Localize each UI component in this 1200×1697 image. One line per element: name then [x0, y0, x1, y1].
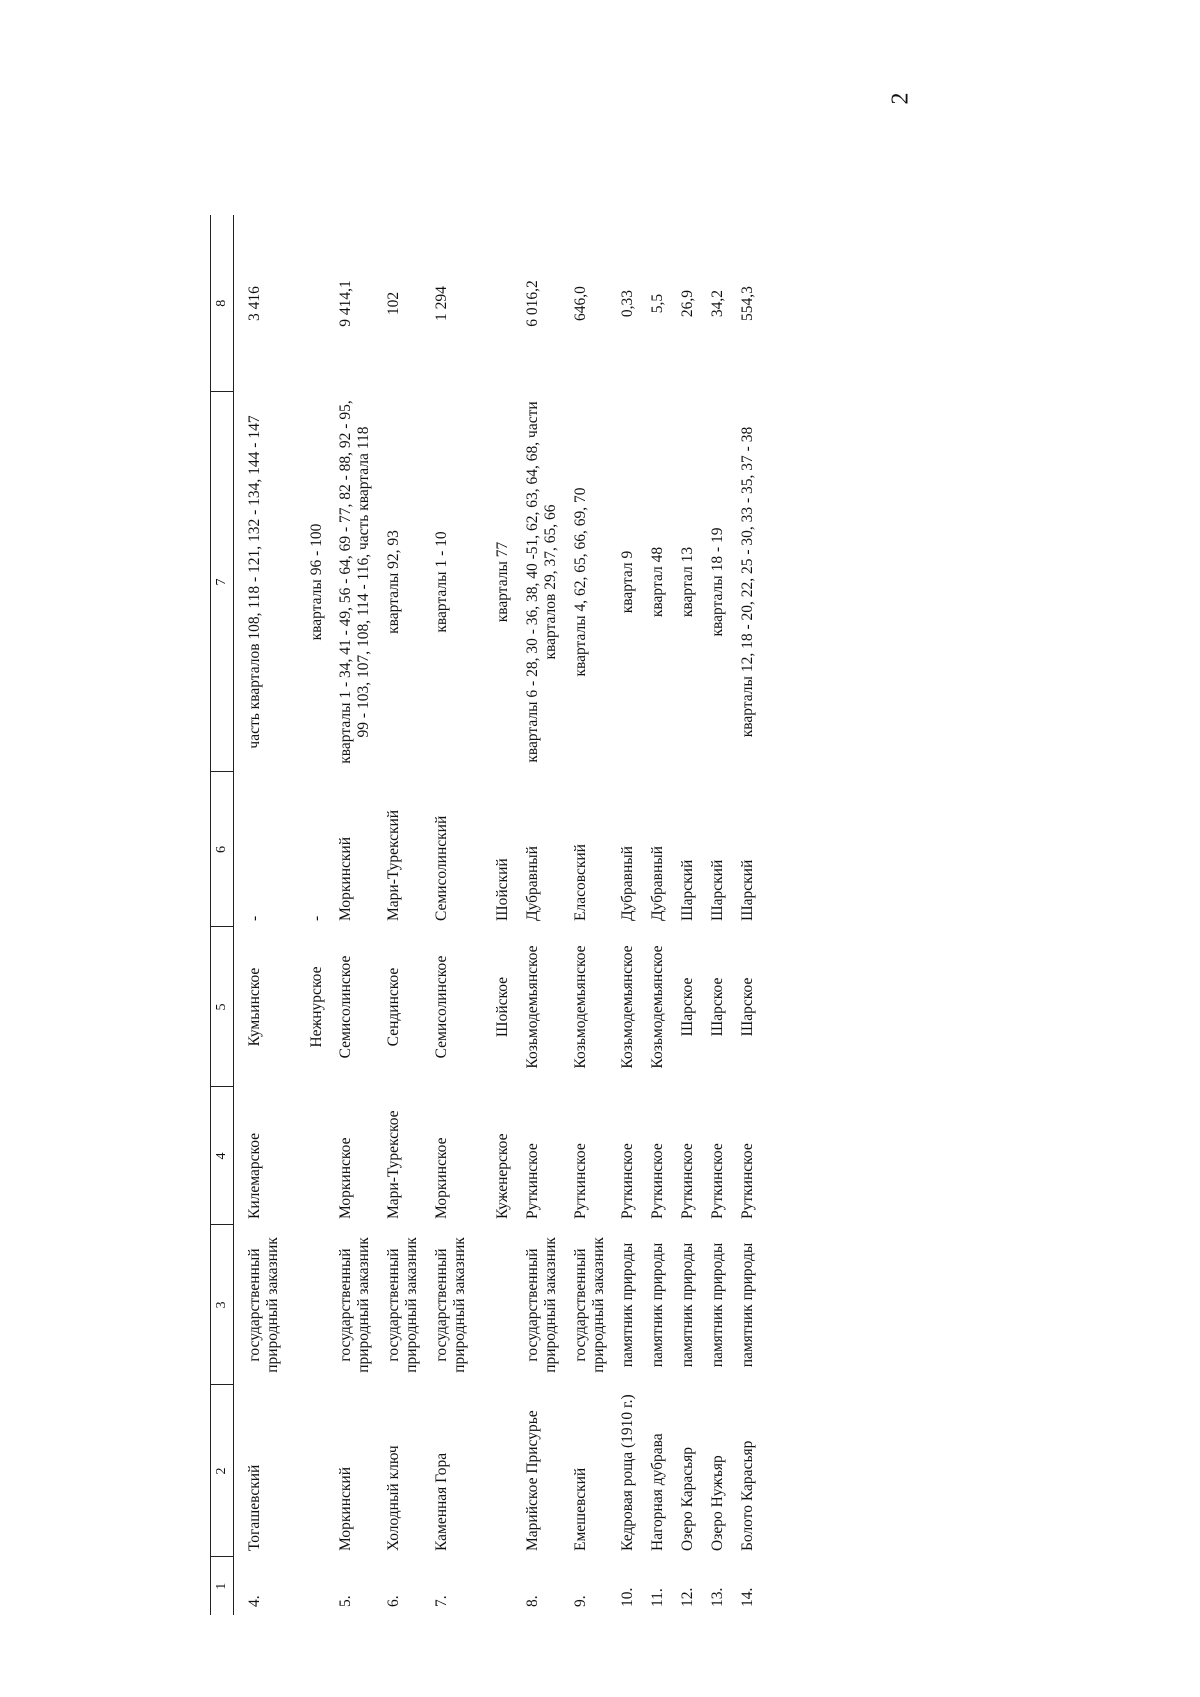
cell-name: Холодный ключ — [385, 1445, 403, 1551]
cell-category: памятник природы — [619, 1242, 637, 1368]
table-row — [667, 215, 697, 1615]
cell-quarters: квартал 48 — [649, 546, 667, 618]
cell-area: 6 016,2 — [524, 280, 542, 327]
cell-name: Марийское Присурье — [524, 1410, 542, 1551]
column-header: 6 — [211, 772, 234, 927]
table-row — [234, 215, 282, 1615]
cell-name: Озеро Нужъяр — [708, 1455, 726, 1551]
column-header: 5 — [211, 927, 234, 1087]
cell-quarters: квартал 13 — [679, 546, 696, 618]
cell-name: Моркинский — [337, 1466, 355, 1551]
cell-num — [282, 1557, 326, 1615]
cell-forestry: Шарское — [679, 977, 696, 1037]
table-body — [234, 215, 757, 1615]
cell-num: 13. — [708, 1587, 726, 1607]
cell-forestry: Семисолинское — [432, 955, 450, 1059]
cell-area: 26,9 — [679, 289, 696, 318]
column-header: 8 — [211, 215, 234, 392]
cell-category: памятник природы — [649, 1242, 667, 1368]
table-row — [727, 215, 757, 1615]
column-number-row — [211, 215, 234, 1615]
table-row — [325, 215, 373, 1615]
cell-area: 0,33 — [619, 289, 637, 318]
cell-category: государственный природный заказник — [524, 1237, 559, 1373]
cell-area: 34,2 — [708, 289, 726, 318]
page-number: 2 — [887, 92, 914, 105]
cell-name: Нагорная дубрава — [649, 1433, 667, 1551]
cell-area: 102 — [385, 291, 403, 316]
table-row — [637, 215, 667, 1615]
cell-quarters: кварталы 12, 18 - 20, 22, 25 - 30, 33 - 35, 37 - 38 — [738, 426, 756, 738]
cell-area — [468, 215, 512, 392]
cell-forestry: Козьмодемьянское — [619, 945, 637, 1069]
cell-district: Шойский — [494, 858, 512, 921]
cell-num — [468, 1557, 512, 1615]
cell-name: Каменная Гора — [432, 1452, 450, 1551]
cell-num: 4. — [246, 1595, 263, 1607]
cell-quarters: кварталы 6 - 28, 30 - 36, 38, 40 -51, 62, 63, 64, 68, части кварталов 29, 37, 65, 66 — [524, 401, 559, 763]
cell-municipal: Руткинское — [679, 1143, 696, 1219]
cell-quarters: квартал 9 — [619, 550, 637, 614]
cell-municipal: Руткинское — [571, 1143, 589, 1219]
cell-name: Емешевский — [571, 1467, 589, 1551]
cell-name: Кедровая роща (1910 г.) — [619, 1394, 637, 1551]
cell-quarters: кварталы 1 - 10 — [432, 531, 450, 633]
cell-forestry: Козьмодемьянское — [524, 945, 542, 1069]
cell-category: памятник природы — [679, 1242, 696, 1368]
cell-forestry: Шарское — [738, 977, 756, 1037]
cell-category: памятник природы — [708, 1242, 726, 1368]
cell-quarters: часть кварталов 108, 118 - 121, 132 - 134, 144 - 147 — [246, 415, 263, 749]
cell-num: 12. — [679, 1587, 696, 1607]
cell-area: 646,0 — [571, 286, 589, 321]
cell-num: 11. — [649, 1588, 667, 1607]
column-header: 1 — [211, 1557, 234, 1615]
cell-name: Тогашевский — [246, 1464, 263, 1551]
table-row — [607, 215, 637, 1615]
cell-category: государственный природный заказник — [432, 1237, 468, 1373]
column-header: 4 — [211, 1087, 234, 1225]
cell-name — [282, 1385, 326, 1557]
cell-area: 5,5 — [649, 293, 667, 314]
cell-name: Болото Карасьяр — [738, 1440, 756, 1551]
cell-district: Мари-Турекский — [385, 809, 403, 921]
cell-category — [468, 1225, 512, 1385]
cell-area: 1 294 — [432, 286, 450, 321]
cell-district: Шарский — [708, 859, 726, 921]
cell-forestry: Нежнурское — [307, 966, 325, 1048]
cell-area: 9 414,1 — [337, 280, 355, 327]
cell-municipal: Моркинское — [337, 1137, 355, 1219]
cell-municipal: Руткинское — [738, 1143, 756, 1219]
cell-municipal: Моркинское — [432, 1137, 450, 1219]
cell-num: 14. — [738, 1587, 756, 1607]
cell-forestry: Козьмодемьянское — [649, 945, 667, 1069]
cell-municipal: Руткинское — [619, 1143, 637, 1219]
cell-name: Озеро Карасьяр — [679, 1446, 696, 1551]
cell-municipal: Руткинское — [708, 1143, 726, 1219]
cell-forestry: Сендинское — [385, 967, 403, 1047]
table-row — [468, 215, 512, 1615]
cell-category: государственный природный заказник — [385, 1237, 420, 1373]
cell-quarters: кварталы 96 - 100 — [307, 523, 325, 641]
column-header: 7 — [211, 392, 234, 772]
table-row — [697, 215, 727, 1615]
cell-area: 554,3 — [738, 286, 756, 321]
cell-district: Дубравный — [619, 846, 637, 921]
cell-num: 5. — [337, 1595, 355, 1607]
cell-quarters: кварталы 4, 62, 65, 66, 69, 70 — [571, 487, 589, 677]
cell-area: 3 416 — [246, 286, 263, 321]
cell-municipal: Килемарское — [246, 1132, 263, 1219]
cell-district: - — [246, 915, 263, 921]
cell-num: 8. — [524, 1595, 542, 1607]
cell-quarters: кварталы 77 — [494, 541, 512, 623]
cell-municipal: Куженерское — [494, 1133, 512, 1219]
table-row — [512, 215, 560, 1615]
cell-category: государственный природный заказник — [571, 1237, 607, 1373]
cell-forestry: Козьмодемьянское — [571, 945, 589, 1069]
cell-municipal: Руткинское — [524, 1143, 542, 1219]
cell-district: Шарский — [679, 859, 696, 921]
table-row — [421, 215, 469, 1615]
cell-forestry: Шойское — [494, 976, 512, 1038]
column-header: 2 — [211, 1385, 234, 1557]
rotated-table-container — [210, 215, 970, 1615]
column-header: 3 — [211, 1225, 234, 1385]
protected-areas-table — [210, 215, 756, 1615]
cell-district: Дубравный — [649, 846, 667, 921]
cell-category: государственный природный заказник — [337, 1237, 373, 1373]
cell-num: 7. — [432, 1595, 450, 1607]
cell-area — [282, 215, 326, 392]
cell-category: памятник природы — [738, 1242, 756, 1368]
cell-municipal: Руткинское — [649, 1143, 667, 1219]
cell-category: государственный природный заказник — [246, 1237, 281, 1373]
cell-district: Еласовский — [571, 844, 589, 921]
cell-name — [468, 1385, 512, 1557]
table-row — [282, 215, 326, 1615]
cell-num: 10. — [619, 1587, 637, 1607]
table-row — [373, 215, 421, 1615]
cell-forestry: Шарское — [708, 977, 726, 1037]
cell-municipal — [282, 1087, 326, 1225]
cell-forestry: Семисолинское — [337, 955, 355, 1059]
cell-num: 6. — [385, 1595, 403, 1607]
cell-quarters: кварталы 92, 93 — [385, 530, 403, 634]
cell-category — [282, 1225, 326, 1385]
cell-quarters: кварталы 18 - 19 — [708, 527, 726, 637]
cell-district: Моркинский — [337, 836, 355, 921]
cell-district: Семисолинский — [432, 815, 450, 921]
cell-municipal: Мари-Турекское — [385, 1110, 403, 1219]
table-row — [560, 215, 608, 1615]
cell-district: Дубравный — [524, 846, 542, 921]
cell-forestry: Кумьинское — [246, 967, 263, 1047]
cell-quarters: кварталы 1 - 34, 41 - 49, 56 - 64, 69 - 77, 82 - 88, 92 - 95, 99 - 103, 107, 108, 114 - 116, часть квартала 118 — [337, 400, 373, 764]
cell-num: 9. — [571, 1595, 589, 1607]
cell-district: - — [307, 915, 325, 921]
cell-district: Шарский — [738, 859, 756, 921]
